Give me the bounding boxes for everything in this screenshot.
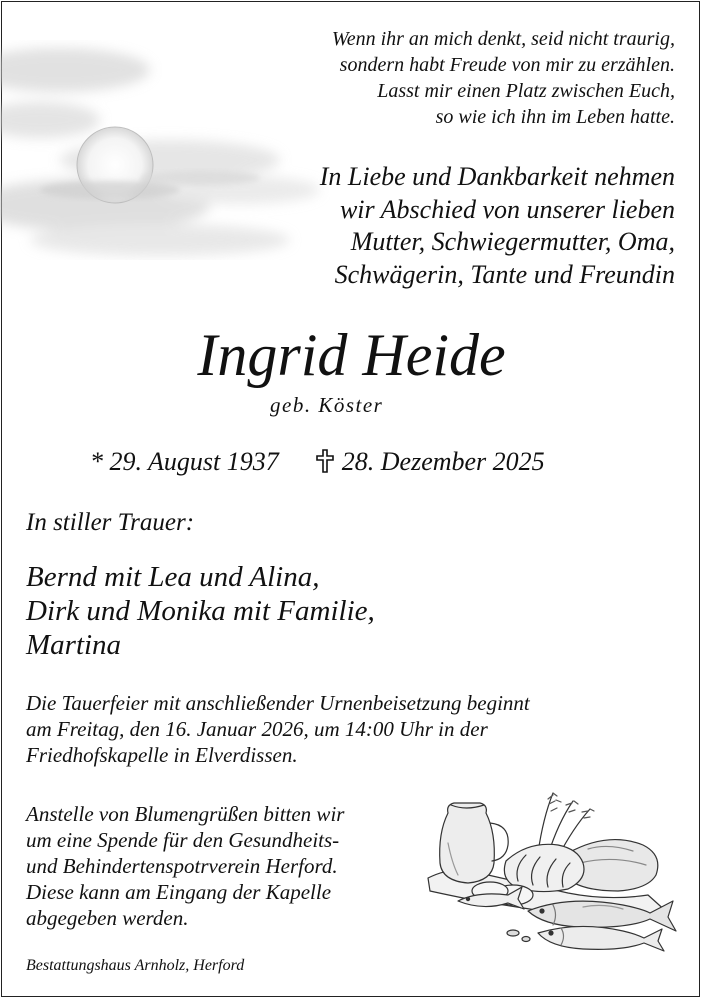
mourning-label: In stiller Trauer:: [26, 509, 195, 536]
poem-line: Wenn ihr an mich denkt, seid nicht traurig,: [331, 28, 675, 50]
bread-fish-jug-icon: [418, 783, 688, 953]
donation-line: Diese kann am Eingang der Kapelle: [26, 880, 332, 904]
service-line: Friedhofskapelle in Elverdissen.: [26, 743, 298, 767]
poem-line: Lasst mir einen Platz zwischen Euch,: [377, 80, 675, 102]
intro-line: Schwägerin, Tante und Freundin: [334, 259, 675, 289]
service-line: Die Tauerfeier mit anschließender Urnenbeisetzung beginnt: [26, 691, 530, 715]
family-line: Dirk und Monika mit Familie,: [26, 595, 375, 627]
undertaker-credit: Bestattungshaus Arnholz, Herford: [26, 957, 245, 974]
family-line: Bernd mit Lea und Alina,: [26, 561, 320, 593]
birth-date: * 29. August 1937: [90, 447, 279, 476]
donation-line: um eine Spende für den Gesundheits-: [26, 828, 340, 852]
intro-line: wir Abschied von unserer lieben: [339, 194, 675, 224]
death-date: 28. Dezember 2025: [341, 447, 545, 476]
maiden-name: geb. Köster: [270, 393, 384, 417]
life-dates: [90, 446, 545, 478]
family-list: [26, 560, 375, 662]
service-info: [26, 690, 530, 768]
farewell-intro: [215, 161, 675, 291]
service-line: am Freitag, den 16. Januar 2026, um 14:00 Uhr in der: [26, 717, 488, 741]
donation-info: [26, 801, 344, 931]
poem-line: so wie ich ihn im Leben hatte.: [435, 106, 675, 128]
donation-line: Anstelle von Blumengrüßen bitten wir: [26, 802, 345, 826]
donation-line: und Behindertenspotrverein Herford.: [26, 854, 338, 878]
deceased-name: Ingrid Heide: [197, 322, 506, 388]
poem: [235, 26, 675, 130]
poem-line: sondern habt Freude von mir zu erzählen.: [339, 54, 675, 76]
cross-icon: [316, 449, 334, 473]
donation-line: abgegeben werden.: [26, 906, 189, 930]
intro-line: Mutter, Schwiegermutter, Oma,: [350, 227, 675, 256]
family-line: Martina: [26, 629, 122, 661]
intro-line: In Liebe und Dankbarkeit nehmen: [319, 162, 675, 191]
